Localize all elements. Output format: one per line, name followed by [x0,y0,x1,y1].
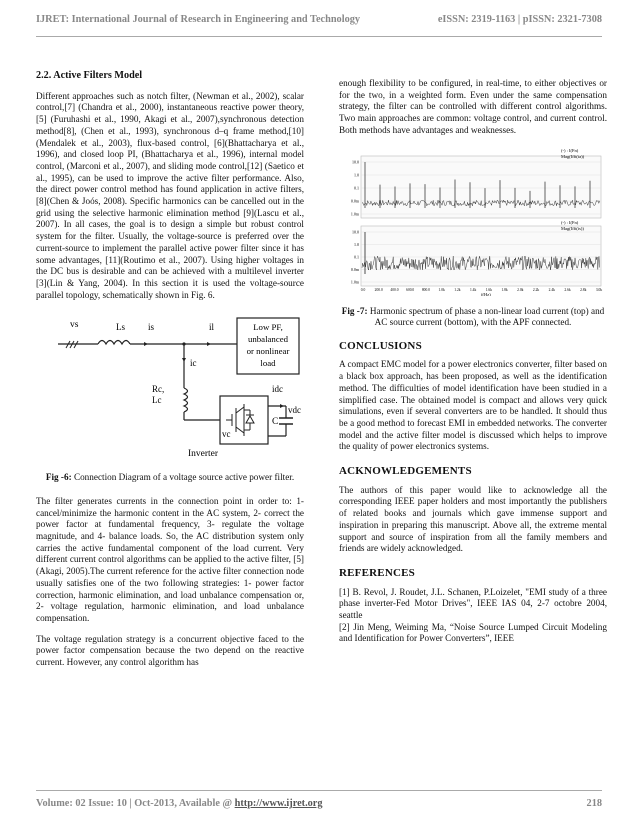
x-tick-label: 1.2k [454,287,461,292]
top-legend-1: (-) : I(Fn) [561,147,579,153]
left-column [36,70,304,678]
x-tick-label: 400.0 [390,287,399,292]
x-tick-label: 2.0k [517,287,524,292]
load-label-1: Low PF, [253,322,283,333]
reference-item: [1] B. Revol, J. Roudet, J.L. Schanen, P.Loizelet, "EMI study of a three phase inverter-Fed Motor Drives", IEEE IAS 04, 2-7 octobre 2004, seattle [339,586,607,621]
y-tick-label: 1.0 [354,241,359,247]
y-tick-label: 10.0 [352,159,359,165]
page-number: 218 [586,798,602,809]
load-label-2: unbalanced [247,334,289,345]
fig6-caption-text: Connection Diagram of a voltage source active power filter. [73,472,295,483]
figure-7-spectrum [339,146,607,296]
x-tick-label: 2.2k [532,287,540,292]
ic-arrow [182,358,186,362]
fig6-caption-label: Fig -6: [45,472,72,483]
footer-volume: Volume: 02 Issue: 10 | Oct-2013, Available @ [36,798,235,809]
ls-inductor [98,341,130,345]
vs-label: vs [70,320,79,331]
capacitor-label: C [272,417,279,428]
x-tick-label: 3.0k [595,287,603,292]
x-tick-label: 1.4k [469,287,477,292]
paragraph: Different approaches such as notch filter, (Newman et al., 2002), scalar control,[7] (Chandra et al., 2000), instantaneous reactive power theory,[5] (Furuhashi et al., 1990, Akagi et al., 2007),synchronous detection method[8], (Chen et al., 1993), synchronous d–q frame method,[10](Mendalek et al., 2003), flux-based control, [6](Bhattacharya et al., 1996), and closed loop PI, (Bhattacharya et al., 1996), internal model control, (Marconi et al., 2007), and sliding mode control,[12] (Saetico et al., 1995), can be used to improve the active filter performance. Also, the direct power control method has found application in active filters, [8](Chen & Joós, 2008). Specific harmonics can be cancelled out in the grid using the selective harmonic elimination method [9](Lascu et al., 2007). In all cases, the goal is to design a simple but robust control system for the filter. Usually, the voltage-source is preferred over the current-source to implement the parallel active power filter since it has some advantages, [11](Routimo et al., 2007). Using higher voltages in the DC bus is desirable and can be achieved with a multilevel inverter [3](Lin & Yang, 2004). In this section it is used the voltage-source parallel topology, schematically shown in Fig. 6. [36,90,304,300]
x-tick-label: 200.0 [374,287,383,292]
x-tick-label: 1.0k [438,287,445,292]
right-column [339,78,607,645]
is-arrow [144,342,148,346]
ls-label: Ls [116,322,125,333]
y-tick-label: 10.0 [352,229,359,235]
footer-divider [36,790,602,791]
y-tick-label: 0.1 [354,185,359,191]
header-divider [36,36,602,37]
paragraph: enough flexibility to be configured, in real-time, to either objectives or for the two, in a weighted form. Even under the same compensation strategy, the filter can be controlled with different control algorithms. Two main approaches are common: voltage control, and current control. Both methods have advantages and weaknesses. [339,78,607,135]
idc-label: idc [272,384,283,395]
x-tick-label: 0.0 [360,287,366,292]
x-tick-label: 2.8k [580,287,587,292]
reference-item: [2] Jin Meng, Weiming Ma, “Noise Source Lumped Circuit Modeling and Identification for Power Converters”, IEEE [339,621,607,644]
lc-inductor [184,388,188,412]
vdc-label: vdc [288,405,301,416]
page-footer [36,798,602,809]
il-arrow [207,342,211,346]
y-tick-label: 1.0 [354,172,359,178]
x-tick-label: 2.4k [548,287,555,292]
vc-label: vc [222,429,231,440]
y-tick-label: 1.0m [350,211,359,217]
y-tick-label: 1.0m [350,279,359,285]
il-label: il [209,322,215,333]
references-heading: REFERENCES [339,566,415,579]
ic-label: ic [190,358,197,369]
x-tick-label: 1.8k [501,287,508,292]
top-legend-2: Mag(Ifft(ia)) [561,153,585,159]
x-axis-unit: f(Hz) [481,291,491,296]
bottom-legend-1: (-) : I(Fn) [561,219,579,225]
figure-6-caption [36,472,304,484]
x-tick-label: 1.6k [485,287,493,292]
spectrum-top-bg [361,153,601,218]
load-label-4: load [260,358,276,369]
x-tick-label: 2.6k [564,287,571,292]
section-heading: 2.2. Active Filters Model [36,70,143,81]
journal-title: IJRET: International Journal of Research in Engineering and Technology [36,14,361,25]
y-tick-label: 0.1 [354,254,359,260]
is-label: is [148,322,155,333]
y-tick-label: 0.0m [350,198,359,204]
x-tick-label: 800.0 [421,287,430,292]
footer-url-link[interactable]: http://www.ijret.org [234,798,323,809]
figure-6-diagram [36,310,304,460]
fig7-caption-text: Harmonic spectrum of phase a non-linear load current (top) and AC source current (bottom), with the APF connected. [369,305,605,328]
paragraph: The voltage regulation strategy is a concurrent objective faced to the power factor compensation because the two depend on the reactive current. However, any control algorithm has [36,633,304,668]
rc-label: Rc, [152,384,165,395]
idc-arrow [280,404,284,408]
spectrum-bottom-bg [361,226,601,286]
fig7-caption-label: Fig -7: [341,305,368,316]
acknowledgements-heading: ACKNOWLEDGEMENTS [339,465,472,478]
inverter-label: Inverter [188,449,219,460]
conclusions-text: A compact EMC model for a power electronics converter, filter based on a black box approach, has been proposed, as well as the identification method. The difficulties of model identification have been studied in a simplified case. The obtained model is compact and allows very quick simulations, even if several converters are to be handled. It should thus be a good method to forecast EMI in embedded networks. The converter model and the active filter model is discussed which helps to improve the quality of power electronics systems. [339,359,607,452]
y-tick-label: 0.0m [350,266,359,272]
conclusions-heading: CONCLUSIONS [339,339,422,352]
x-tick-label: 600.0 [406,287,415,292]
issn-text: eISSN: 2319-1163 | pISSN: 2321-7308 [437,14,602,25]
bottom-legend-2: Mag(Ifft(is)) [561,225,584,231]
load-label-3: or nonlinear [246,346,290,357]
source-symbol [58,341,98,348]
lc-label: Lc [152,395,162,406]
paragraph: The filter generates currents in the connection point in order to: 1- cancel/minimize the harmonic content in the AC system, 2- correct the power factor at fundamental frequency, 3- regulate the voltage magnitude, and 4- balance loads. So, the AC distribution system only carries the active fundamental component of the load current. Very different current control algorithms can be applied to the active filter, [5](Akagi, 2005).The current reference for the active filter connection node usually satisfies one of the two following strategies: 1- power factor correction, harmonic elimination, and load unbalance compensation or, 2- voltage regulation, harmonic elimination, and load unbalance compensation. [36,495,304,623]
acknowledgements-text: The authors of this paper would like to acknowledge all the corresponding IEEE paper holders and most importantly the publishers of related books and journals which gave immense support and inspiration in preparing this manuscript. Above all, the extreme mental support and source of inspiration from all the family members and friends are widely acknowledged. [339,484,607,554]
figure-7-caption [339,306,607,329]
